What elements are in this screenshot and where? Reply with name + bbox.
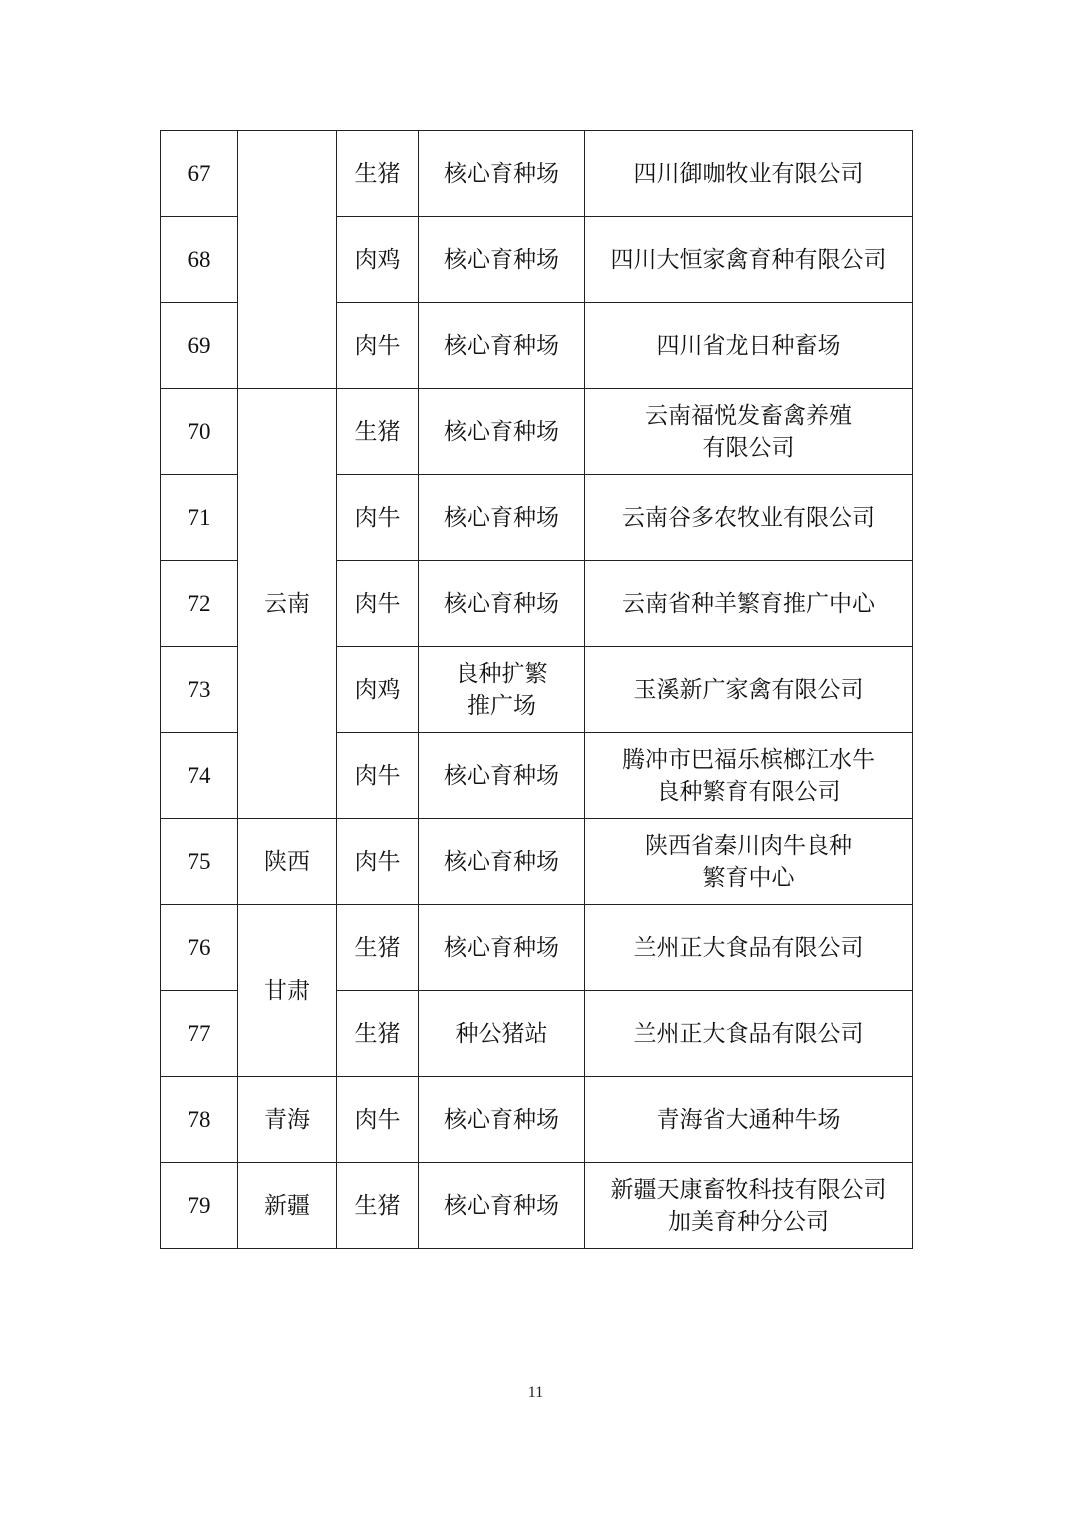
farm-type-cell: 良种扩繁 推广场	[419, 647, 585, 733]
farm-type-cell: 核心育种场	[419, 1077, 585, 1163]
table-row	[161, 389, 913, 475]
species-cell: 生猪	[337, 991, 419, 1077]
row-number: 71	[161, 475, 238, 561]
farm-type-cell: 核心育种场	[419, 303, 585, 389]
species-cell: 生猪	[337, 131, 419, 217]
breeding-farm-table	[160, 130, 913, 1249]
organization-cell: 兰州正大食品有限公司	[585, 905, 913, 991]
organization-cell: 云南谷多农牧业有限公司	[585, 475, 913, 561]
table-row	[161, 1163, 913, 1249]
row-number: 72	[161, 561, 238, 647]
farm-type-cell: 核心育种场	[419, 475, 585, 561]
organization-cell: 云南福悦发畜禽养殖 有限公司	[585, 389, 913, 475]
farm-type-cell: 种公猪站	[419, 991, 585, 1077]
organization-cell: 陕西省秦川肉牛良种 繁育中心	[585, 819, 913, 905]
table-row	[161, 131, 913, 217]
species-cell: 肉鸡	[337, 647, 419, 733]
species-cell: 肉牛	[337, 819, 419, 905]
province-cell: 陕西	[238, 819, 337, 905]
farm-type-cell: 核心育种场	[419, 131, 585, 217]
organization-cell: 四川御咖牧业有限公司	[585, 131, 913, 217]
farm-type-cell: 核心育种场	[419, 1163, 585, 1249]
species-cell: 肉牛	[337, 561, 419, 647]
organization-cell: 玉溪新广家禽有限公司	[585, 647, 913, 733]
species-cell: 生猪	[337, 1163, 419, 1249]
row-number: 79	[161, 1163, 238, 1249]
row-number: 75	[161, 819, 238, 905]
row-number: 73	[161, 647, 238, 733]
province-cell: 甘肃	[238, 905, 337, 1077]
page-number: 11	[527, 1384, 544, 1401]
organization-cell: 四川大恒家禽育种有限公司	[585, 217, 913, 303]
organization-cell: 青海省大通种牛场	[585, 1077, 913, 1163]
row-number: 69	[161, 303, 238, 389]
organization-cell: 云南省种羊繁育推广中心	[585, 561, 913, 647]
farm-type-cell: 核心育种场	[419, 819, 585, 905]
row-number: 70	[161, 389, 238, 475]
table-row	[161, 819, 913, 905]
species-cell: 肉牛	[337, 475, 419, 561]
table-row	[161, 1077, 913, 1163]
organization-cell: 四川省龙日种畜场	[585, 303, 913, 389]
province-cell: 青海	[238, 1077, 337, 1163]
organization-cell: 腾冲市巴福乐槟榔江水牛 良种繁育有限公司	[585, 733, 913, 819]
species-cell: 生猪	[337, 389, 419, 475]
species-cell: 肉鸡	[337, 217, 419, 303]
row-number: 67	[161, 131, 238, 217]
row-number: 74	[161, 733, 238, 819]
species-cell: 肉牛	[337, 733, 419, 819]
row-number: 77	[161, 991, 238, 1077]
row-number: 78	[161, 1077, 238, 1163]
organization-cell: 兰州正大食品有限公司	[585, 991, 913, 1077]
province-cell: 新疆	[238, 1163, 337, 1249]
organization-cell: 新疆天康畜牧科技有限公司 加美育种分公司	[585, 1163, 913, 1249]
species-cell: 肉牛	[337, 303, 419, 389]
province-cell	[238, 131, 337, 389]
farm-type-cell: 核心育种场	[419, 561, 585, 647]
farm-type-cell: 核心育种场	[419, 217, 585, 303]
farm-type-cell: 核心育种场	[419, 389, 585, 475]
province-cell: 云南	[238, 389, 337, 819]
row-number: 76	[161, 905, 238, 991]
species-cell: 肉牛	[337, 1077, 419, 1163]
species-cell: 生猪	[337, 905, 419, 991]
farm-type-cell: 核心育种场	[419, 733, 585, 819]
table-row	[161, 905, 913, 991]
farm-type-cell: 核心育种场	[419, 905, 585, 991]
row-number: 68	[161, 217, 238, 303]
